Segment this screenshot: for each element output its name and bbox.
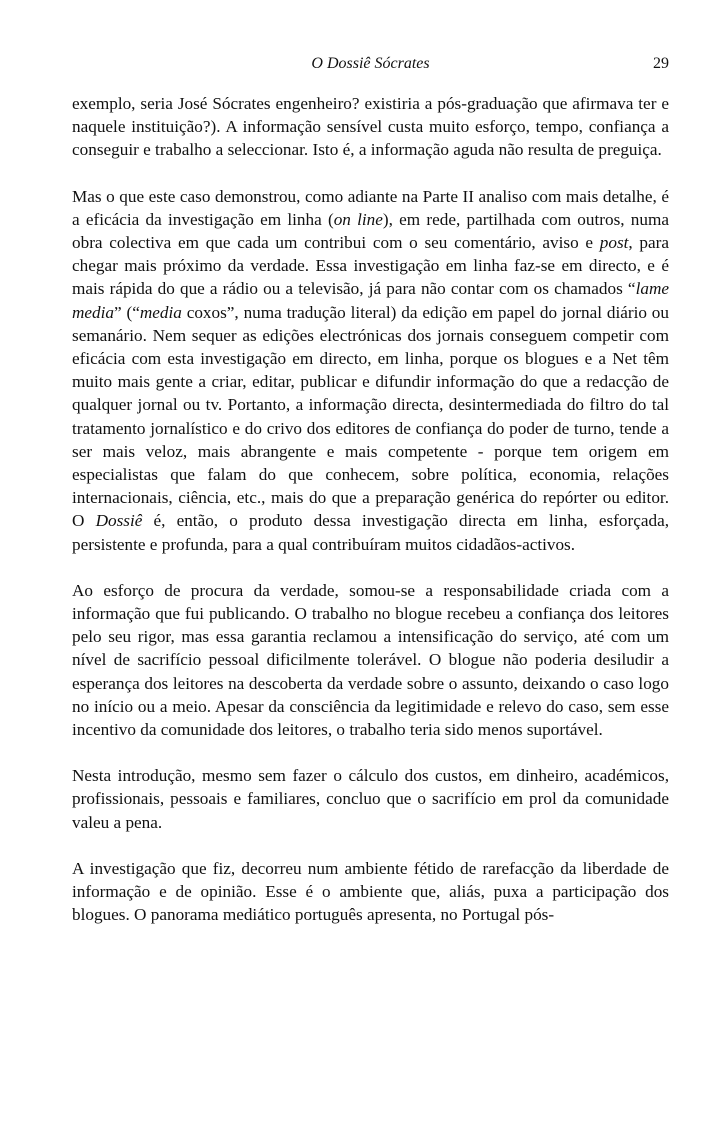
- text-run: Nesta introdução, mesmo sem fazer o cálculo dos custos, em dinheiro, académicos, profissionais, pessoais e familiares, concluo que o sacrifício em prol da comunidade valeu a pena.: [72, 766, 669, 832]
- italic-text: Dossiê: [95, 511, 143, 531]
- book-page: [72, 0, 669, 927]
- italic-text: lame media: [72, 279, 669, 322]
- page-number: 29: [653, 55, 669, 72]
- text-run: A investigação que fiz, decorreu num ambiente fétido de rarefacção da liberdade de informação e de opinião. Esse é o ambiente que, aliás, puxa a participação dos blogues. O panorama mediático português apresenta, no Portugal pós-: [72, 858, 669, 925]
- text-run: exemplo, seria José Sócrates engenheiro? existiria a pós-graduação que afirmava ter e naquele instituição?). A informação sensível custa muito esforço, tempo, confiança a conseguir e trabalho a seleccionar. Isto é, a informação aguda não resulta de preguiça.: [72, 94, 669, 160]
- paragraph-1: [72, 92, 669, 162]
- italic-text: media: [139, 302, 182, 322]
- text-run: Mas o que este caso demonstrou, como adiante na Parte II analiso com mais detalhe, é a eficácia da investigação em linha (: [72, 186, 669, 229]
- text-run: é, então, o produto dessa investigação directa em linha, esforçada, persistente e profunda, para a qual contribuíram muitos cidadãos-activos.: [72, 511, 669, 554]
- text-run: coxos”, numa tradução literal) da edição em papel do jornal diário ou semanário. Nem sequer as edições electrónicas dos jornais conseguem competir com eficácia com esta investigação em directo, em linha, porque os blogues e a Net têm muito mais gente a criar, editar, publicar e difundir informação do que a redacção de qualquer jornal ou tv. Portanto, a informação directa, desintermediada do filtro do tal tratamento jornalístico e do crivo dos editores de confiança do poder de turno, tende a ser mais veloz, mais abrangente e mais competente - porque tem origem em especialistas que falam do que conhecem, sobre política, economia, relações internacionais, ciência, etc., mais do que a preparação genérica do repórter ou editor. O: [72, 302, 669, 531]
- paragraph-4: [72, 764, 669, 834]
- text-run: ” (“: [114, 302, 140, 322]
- italic-text: on line: [333, 209, 383, 229]
- paragraph-3: [72, 579, 669, 741]
- running-header: [72, 54, 669, 84]
- paragraph-2: [72, 185, 669, 556]
- text-run: ), em rede, partilhada com outros, numa obra colectiva em que cada um contribui com o seu comentário, aviso e: [72, 209, 669, 253]
- text-run: , para chegar mais próximo da verdade. Essa investigação em linha faz-se em directo, e é mais rápida do que a rádio ou a televisão, já para não contar com os chamados “: [72, 233, 669, 299]
- text-run: Ao esforço de procura da verdade, somou-se a responsabilidade criada com a informação que fui publicando. O trabalho no blogue recebeu a confiança dos leitores pelo seu rigor, mas essa garantia reclamou a intensificação do serviço, até com um nível de sacrifício pessoal dificilmente tolerável. O blogue não poderia desiludir a esperança dos leitores na descoberta da verdade sobre o assunto, deixando o caso logo no início ou a meio. Apesar da consciência da legitimidade e relevo do caso, sem esse incentivo da comunidade dos leitores, o trabalho teria sido menos suportável.: [72, 580, 669, 740]
- body-text: [72, 92, 669, 927]
- italic-text: post: [599, 233, 629, 253]
- running-title: O Dossiê Sócrates: [311, 55, 430, 72]
- paragraph-5: [72, 857, 669, 927]
